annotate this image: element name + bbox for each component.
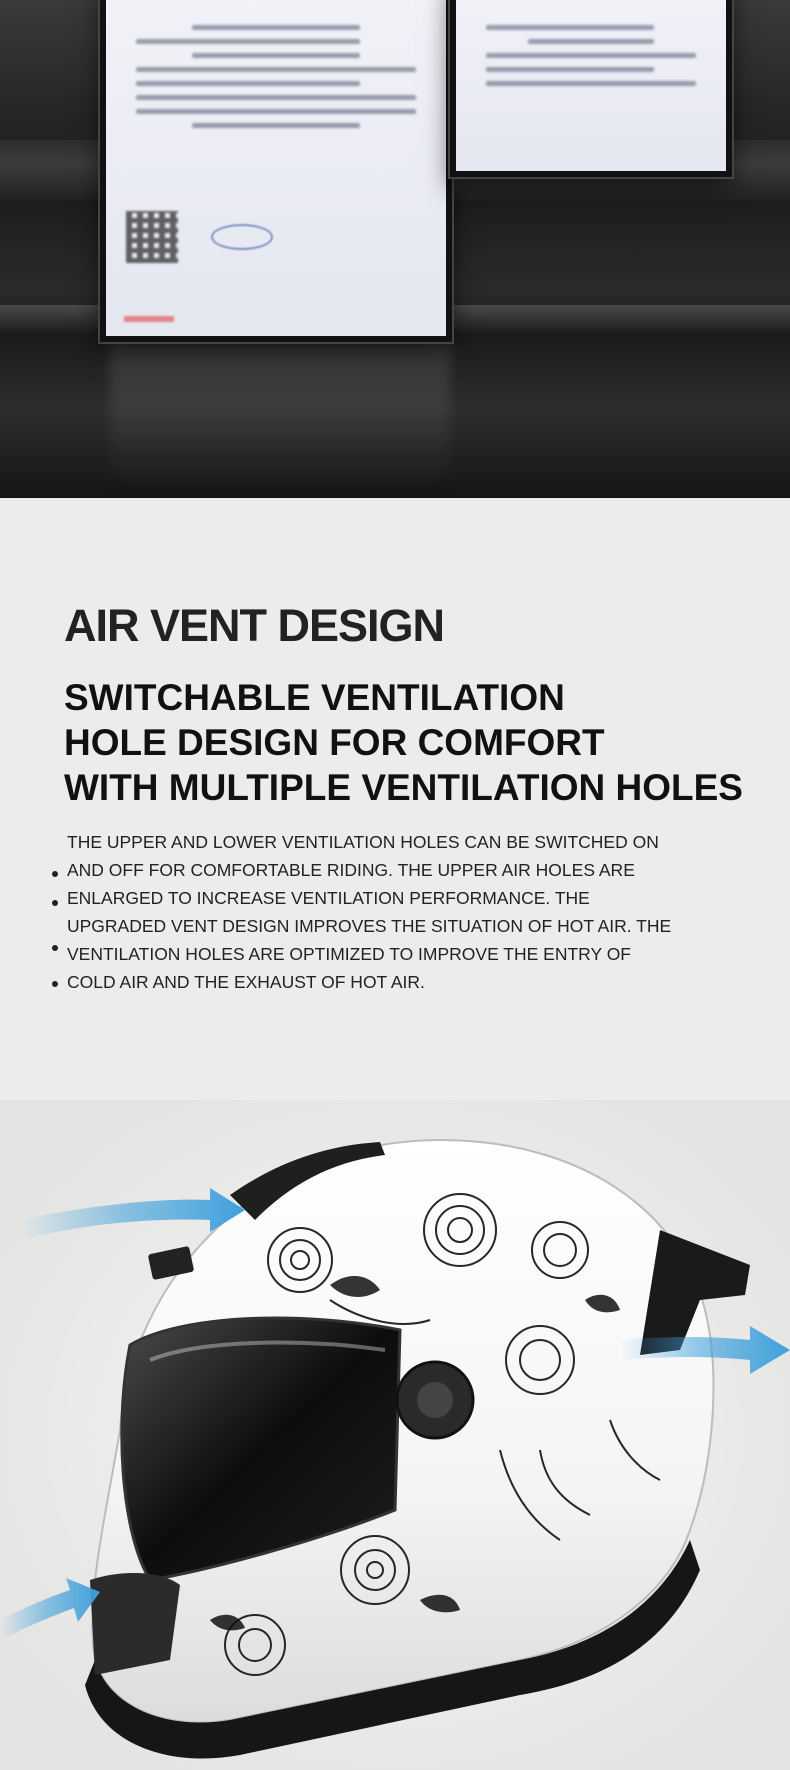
bullet-dot-icon <box>52 871 58 877</box>
helmet-illustration <box>0 1100 790 1770</box>
description-line: ENLARGED TO INCREASE VENTILATION PERFORMANCE. THE <box>67 888 590 908</box>
certificate-frame-left <box>100 0 452 342</box>
helmet-graphic <box>0 1100 790 1770</box>
description-line: VENTILATION HOLES ARE OPTIMIZED TO IMPROVE THE ENTRY OF <box>67 944 631 964</box>
subtitle-line: WITH MULTIPLE VENTILATION HOLES <box>64 767 743 808</box>
certification-logo <box>211 224 273 250</box>
feature-description <box>67 828 747 996</box>
certificate-reflection <box>110 340 450 490</box>
description-line: AND OFF FOR COMFORTABLE RIDING. THE UPPER AIR HOLES ARE <box>67 860 635 880</box>
subtitle-line: SWITCHABLE VENTILATION <box>64 677 565 718</box>
qr-code-icon <box>126 211 178 263</box>
certificate-photo <box>0 0 790 498</box>
certificate-stamp <box>124 316 174 322</box>
section-subtitle <box>64 675 784 810</box>
description-line: THE UPPER AND LOWER VENTILATION HOLES CAN BE SWITCHED ON <box>67 832 659 852</box>
bullet-dot-icon <box>52 981 58 987</box>
certificate-frame-right <box>450 0 732 177</box>
description-line: COLD AIR AND THE EXHAUST OF HOT AIR. <box>67 972 425 992</box>
subtitle-line: HOLE DESIGN FOR COMFORT <box>64 722 605 763</box>
description-line: UPGRADED VENT DESIGN IMPROVES THE SITUATION OF HOT AIR. THE <box>67 916 672 936</box>
bullet-dot-icon <box>52 900 58 906</box>
section-title: AIR VENT DESIGN <box>64 600 445 651</box>
bullet-dot-icon <box>52 945 58 951</box>
